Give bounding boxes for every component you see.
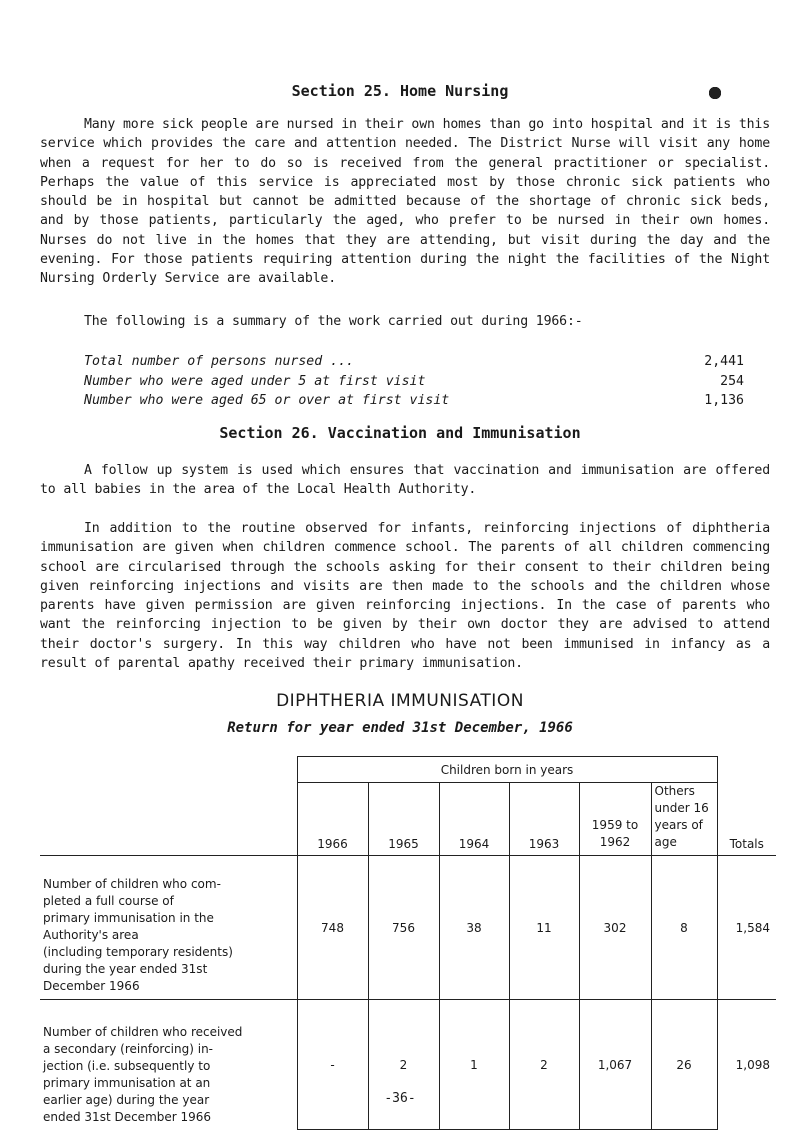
row-label-line: (including temporary residents): [43, 945, 233, 959]
page-number: -36-: [384, 1091, 416, 1106]
row-label-line: Authority's area: [43, 928, 139, 942]
row-label-line: primary immunisation in the: [43, 911, 214, 925]
row-label: [40, 1000, 297, 1130]
cell-value: 2: [509, 1000, 579, 1130]
row-label-line: primary immunisation at an: [43, 1075, 211, 1090]
table-row: [40, 1000, 776, 1130]
cell-value: 11: [509, 856, 579, 1000]
cell-value: 1,067: [579, 1000, 651, 1130]
row-label-line: ended 31st December 1966: [43, 1109, 212, 1124]
stat-value: 1,136: [704, 393, 744, 408]
diphtheria-table: [40, 756, 776, 1130]
row-label-line: a secondary (reinforcing) in-: [43, 1041, 213, 1056]
row-label-line: pleted a full course of: [43, 894, 174, 908]
follow-up-paragraph: A follow up system is used which ensures that vaccination and immunisation are offered to all babies in the area of the Local Health Authority.: [40, 463, 770, 498]
row-label-line: December 1966: [43, 979, 140, 993]
cell-value: 8: [651, 856, 717, 1000]
table-title: DIPHTHERIA IMMUNISATION: [276, 691, 524, 711]
stat-value: 254: [720, 373, 744, 389]
col-header: 1966: [297, 783, 368, 856]
cell-value: 26: [651, 1000, 717, 1130]
col-header: 1963: [509, 783, 579, 856]
table-subtitle: Return for year ended 31st December, 1966: [227, 720, 573, 736]
cell-value: 1: [439, 1000, 509, 1130]
row-label-line: earlier age) during the year: [43, 1092, 210, 1107]
stat-row: [84, 372, 744, 392]
blank-header-cell: [40, 757, 297, 856]
row-label-line: Number of children who com-: [43, 877, 221, 891]
col-header: Others under 16 years of age: [651, 783, 717, 856]
cell-value: 2: [368, 1000, 439, 1130]
cell-total: 1,098: [717, 1000, 776, 1130]
stat-value: 2,441: [704, 354, 744, 369]
stat-row: [84, 391, 744, 411]
cell-value: 748: [297, 856, 368, 1000]
col-header: 1964: [439, 783, 509, 856]
stat-label: Total number of persons nursed ...: [84, 354, 354, 369]
reinforcing-paragraph: In addition to the routine observed for infants, reinforcing injections of diphtheria immunisation are given when children commence school. The parents of all children commencing school are circularised through the schools asking for their consent to their children being given reinforcing injections and visits are then made to the schools and the children whose parents have given permission are given reinforcing injections. In the case of parents who want the reinforcing injection to be given by their own doctor they are advised to attend their doctor's surgery. In this way children who have not been immunised in infancy as a result of parental apathy received their primary immunisation.: [40, 521, 770, 672]
cell-value: 38: [439, 856, 509, 1000]
stat-label: Number who were aged under 5 at first visit: [84, 373, 426, 389]
row-label: [40, 856, 297, 1000]
stat-row: [84, 352, 744, 372]
table-header-row: [40, 757, 776, 783]
section-25-title: Section 25. Home Nursing: [291, 82, 509, 100]
table-row: [40, 856, 776, 1000]
ink-mark: [707, 82, 723, 104]
cell-value: -: [297, 1000, 368, 1130]
cell-total: 1,584: [717, 856, 776, 1000]
row-label-line: Number of children who received: [43, 1024, 243, 1039]
row-label-line: during the year ended 31st: [43, 962, 208, 976]
col-header: 1965: [368, 783, 439, 856]
group-header: Children born in years: [297, 757, 717, 783]
stat-label: Number who were aged 65 or over at first visit: [84, 393, 450, 408]
cell-value: 756: [368, 856, 439, 1000]
nursing-stats: [84, 352, 744, 411]
row-label-line: jection (i.e. subsequently to: [43, 1058, 211, 1073]
home-nursing-paragraph: Many more sick people are nursed in their own homes than go into hospital and it is this service which provides the care and attention needed. The District Nurse will visit any home when a request for her to do so is received from the general practitioner or specialist. Perhaps the value of this service is appreciated most by those chronic sick patients who should be in hospital but cannot be admitted because of the shortage of chronic sick beds, and by those patients, particularly the aged, who prefer to be nursed in their own homes. Nurses do not live in the homes that they are attending, but visit during the day and the evening. For those patients requiring attention during the night the facilities of the Night Nursing Orderly Service are available.: [40, 117, 770, 287]
summary-intro: The following is a summary of the work carried out during 1966:-: [84, 314, 583, 329]
col-header-totals: Totals: [717, 757, 776, 856]
col-header: 1959 to 1962: [579, 783, 651, 856]
cell-value: 302: [579, 856, 651, 1000]
section-26-title: Section 26. Vaccination and Immunisation: [219, 424, 581, 442]
